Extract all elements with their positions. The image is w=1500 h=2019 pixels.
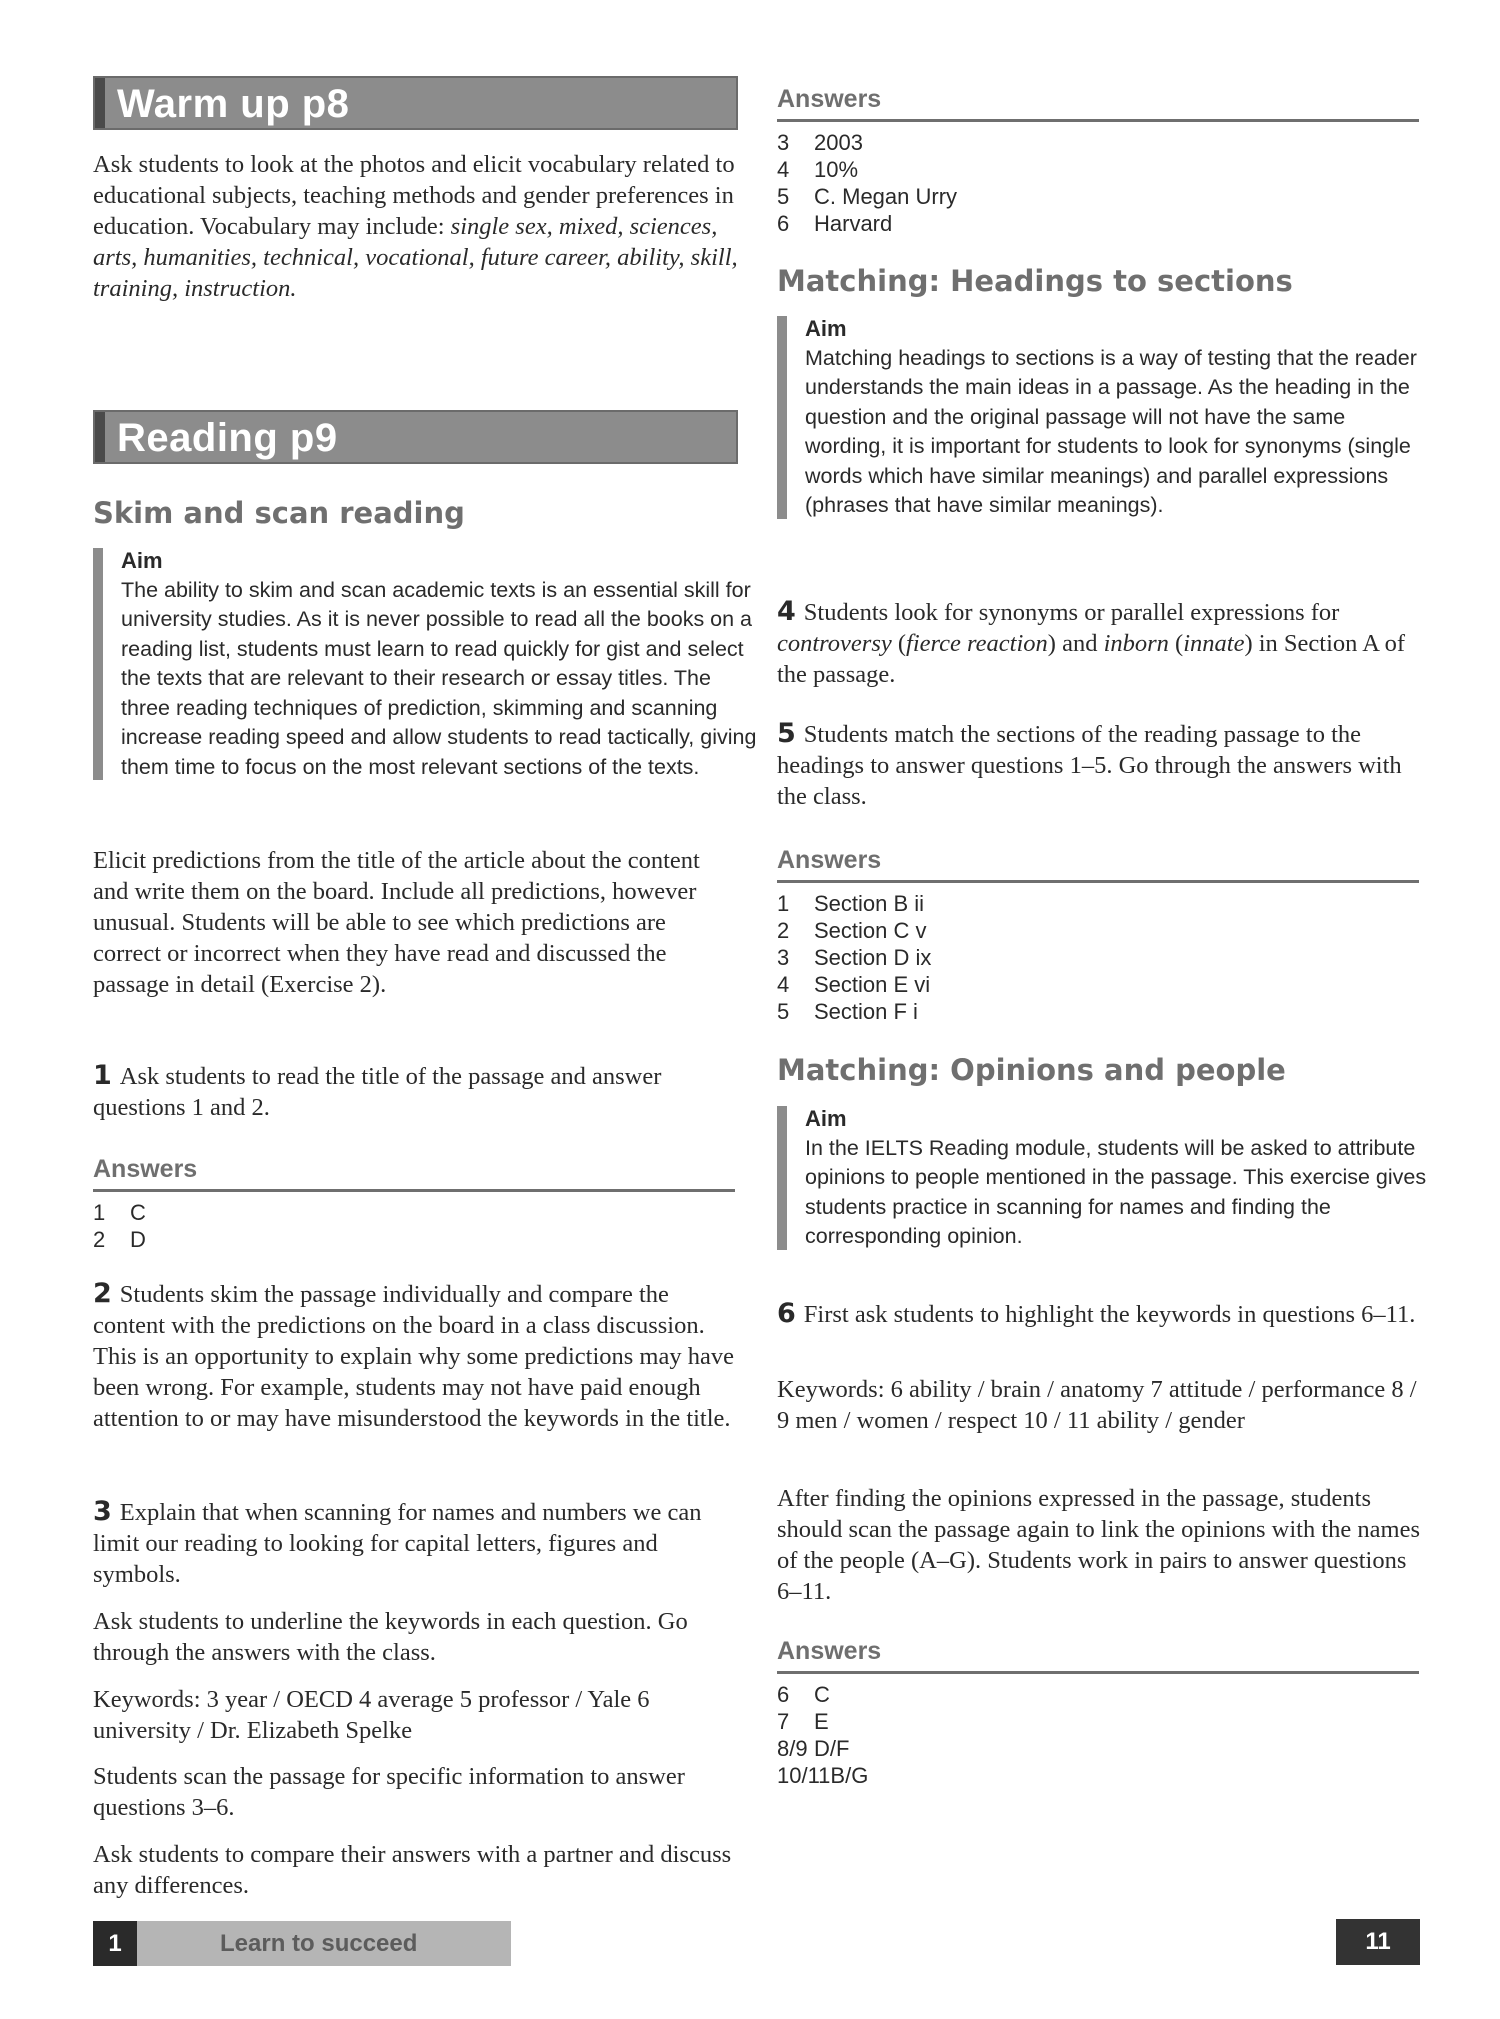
list-item: 1 Section B ii (777, 891, 925, 916)
aim-text: The ability to skim and scan academic texts is an essential skill for university studies. As it is never possible to read all the books on a reading list, students must learn to read quickly for gist and select the texts that are relevant to their research or essay titles. The three reading techniques of prediction, skimming and scanning increase reading speed and allow students to read tactically, giving them time to focus on the most relevant sections of the texts. (121, 577, 757, 779)
exercise-number: 5 (777, 718, 796, 749)
compare-text: Ask students to compare their answers with a partner and discuss any differences. (93, 1841, 732, 1899)
matching-opinions-aim-box (777, 1104, 1440, 1252)
exercise-6-text: First ask students to highlight the keywords in questions 6–11. (803, 1301, 1416, 1328)
list-item: 8/9 D/F (777, 1736, 850, 1761)
answers-3-heading: Answers (777, 846, 882, 874)
answers-1-rule (93, 1189, 735, 1192)
skim-scan-subheading: Skim and scan reading (93, 496, 465, 530)
list-item: 1 C (93, 1200, 146, 1225)
after-text: After finding the opinions expressed in the passage, students should scan the passage again to link the opinions with the names of the people (A–G). Students work in pairs to answer questions 6–11. (777, 1485, 1421, 1605)
matching-headings-subheading: Matching: Headings to sections (777, 264, 1293, 298)
answers-2-rule (777, 119, 1419, 122)
answers-4-heading: Answers (777, 1637, 882, 1665)
aim-title: Aim (805, 1106, 847, 1131)
exercise-number: 3 (93, 1496, 112, 1527)
warm-up-intro: Ask students to look at the photos and elicit vocabulary related to educational subjects, teaching methods and gender preferences in education. Vocabulary may include: (93, 151, 735, 240)
list-item: 3 2003 (777, 130, 863, 155)
exercise-2-text: Students skim the passage individually and compare the content with the predictions on the board in a class discussion. This is an opportunity to explain why some predictions may have been wrong. For example, students may not have paid enough attention to or may have misunderstood the keywords in the title. (93, 1281, 734, 1432)
exercise-1-text: Ask students to read the title of the passage and answer questions 1 and 2. (93, 1063, 662, 1121)
exercise-number: 6 (777, 1298, 796, 1329)
list-item: 6 Harvard (777, 211, 893, 236)
exercise-number: 1 (93, 1060, 112, 1091)
aim-title: Aim (121, 548, 163, 573)
answers-2-heading: Answers (777, 85, 882, 113)
exercise-number: 4 (777, 596, 796, 627)
exercise-1 (93, 1060, 738, 1123)
answers-4-rule (777, 1671, 1419, 1674)
exercise-3-text: Explain that when scanning for names and numbers we can limit our reading to looking for capital letters, figures and symbols. (93, 1499, 702, 1588)
list-item: 4 Section E vi (777, 972, 931, 997)
matching-opinions-subheading: Matching: Opinions and people (777, 1053, 1286, 1087)
answers-1-heading: Answers (93, 1155, 198, 1183)
exercise-3 (93, 1496, 741, 1590)
unit-title: Learn to succeed (220, 1930, 418, 1957)
list-item: 2 D (93, 1227, 146, 1252)
page-number: 11 (1336, 1919, 1420, 1965)
warm-up-vocab: single sex, mixed, sciences, arts, humanities, technical, vocational, future career, ability, skill, training, instruction. (93, 213, 738, 302)
answers-2-list (777, 129, 957, 237)
aim-title: Aim (805, 316, 847, 341)
reading-banner (93, 410, 738, 464)
banner-accent-bar (95, 412, 105, 462)
exercise-5-text: Students match the sections of the reading passage to the headings to answer questions 1–5. Go through the answers with the class. (777, 721, 1402, 810)
list-item: 5 Section F i (777, 999, 918, 1024)
scan-text: Students scan the passage for specific information to answer questions 3–6. (93, 1763, 685, 1821)
list-item: 2 Section C v (777, 918, 927, 943)
banner-accent-bar (95, 78, 105, 128)
aim-text: In the IELTS Reading module, students will be asked to attribute opinions to people mentioned in the passage. This exercise gives students practice in scanning for names and finding the corresponding opinion. (805, 1135, 1427, 1248)
aim-text: Matching headings to sections is a way of testing that the reader understands the main ideas in a passage. As the heading in the question and the original passage will not have the same wording, it is important for students to look for synonyms (single words which have similar meanings) and parallel expressions (phrases that have similar meanings). (805, 345, 1417, 517)
answers-4-list (777, 1681, 868, 1789)
answers-3-list (777, 890, 931, 1025)
warm-up-heading: Warm up p8 (117, 82, 350, 126)
list-item: 5 C. Megan Urry (777, 184, 958, 209)
list-item: 10/11B/G (777, 1763, 869, 1788)
keywords-3-6: Keywords: 3 year / OECD 4 average 5 professor / Yale 6 university / Dr. Elizabeth Spelke (93, 1686, 650, 1744)
unit-number: 1 (93, 1921, 137, 1966)
list-item: 7 E (777, 1709, 829, 1734)
exercise-5 (777, 718, 1422, 812)
exercise-2 (93, 1278, 741, 1434)
keywords-6-11: Keywords: 6 ability / brain / anatomy 7 attitude / performance 8 / 9 men / women / respect 10 / 11 ability / gender (777, 1376, 1417, 1434)
list-item: 6 C (777, 1682, 830, 1707)
list-item: 4 10% (777, 157, 859, 182)
answers-3-rule (777, 880, 1419, 883)
matching-headings-aim-box (777, 314, 1425, 521)
list-item: 3 Section D ix (777, 945, 932, 970)
reading-heading: Reading p9 (117, 416, 338, 460)
warm-up-text (93, 149, 741, 304)
exercise-4: 4 Students look for synonyms or parallel expressions for controversy (fierce reaction) and inborn (innate) in Section A of the passage. (777, 596, 1406, 688)
exercise-6 (777, 1298, 1422, 1330)
underline-text: Ask students to underline the keywords in each question. Go through the answers with the class. (93, 1608, 688, 1666)
unit-footer (93, 1921, 511, 1966)
predictions-text: Elicit predictions from the title of the article about the content and write them on the board. Include all predictions, however unusual. Students will be able to see which predictions are correct or incorrect when they have read and discussed the passage in detail (Exercise 2). (93, 847, 700, 998)
answers-1-list (93, 1199, 146, 1253)
warm-up-banner (93, 76, 738, 130)
skim-scan-aim-box (93, 546, 761, 782)
exercise-number: 2 (93, 1278, 112, 1309)
